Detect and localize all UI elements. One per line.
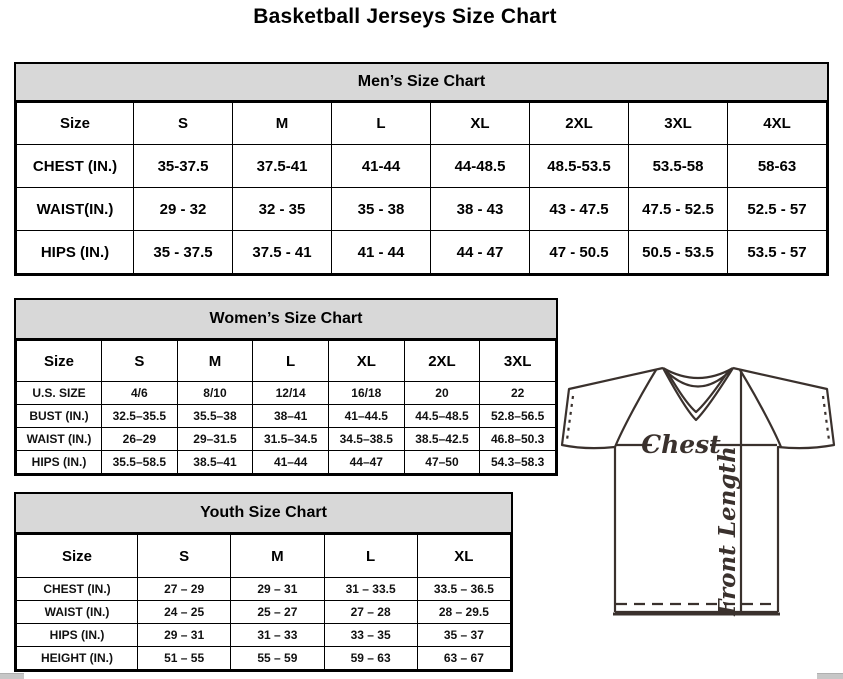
size-value-cell: 31.5–34.5 [253,428,329,451]
size-value-cell: 37.5 - 41 [233,231,332,274]
size-value-cell: 47.5 - 52.5 [629,188,728,231]
size-value-cell: 29 – 31 [138,624,231,647]
size-value-cell: 27 – 29 [138,578,231,601]
size-value-cell: 29 - 32 [134,188,233,231]
size-value-cell: 37.5-41 [233,145,332,188]
size-value-cell: 29 – 31 [231,578,324,601]
size-value-cell: 35-37.5 [134,145,233,188]
measurement-row [17,647,511,670]
size-value-cell: 38–41 [253,405,329,428]
size-value-cell: 24 – 25 [138,601,231,624]
size-value-cell: 54.3–58.3 [480,451,556,474]
measurement-row-label: CHEST (IN.) [17,145,134,188]
size-value-cell: 16/18 [328,382,404,405]
size-value-cell: 53.5-58 [629,145,728,188]
youth-size-table [16,534,511,670]
size-column-header: L [253,341,329,382]
size-value-cell: 35 - 37.5 [134,231,233,274]
measurement-row [17,451,556,474]
size-value-cell: 27 – 28 [324,601,417,624]
measurement-row-label: WAIST (IN.) [17,601,138,624]
size-value-cell: 38.5–42.5 [404,428,480,451]
size-value-cell: 48.5-53.5 [530,145,629,188]
size-column-header: L [332,103,431,145]
size-value-cell: 44.5–48.5 [404,405,480,428]
measurement-row-label: HIPS (IN.) [17,231,134,274]
measurement-row-label: HIPS (IN.) [17,451,102,474]
size-column-header: XL [417,535,510,578]
size-value-cell: 32.5–35.5 [102,405,178,428]
measurement-row-label: WAIST(IN.) [17,188,134,231]
measurement-row [17,405,556,428]
size-value-cell: 44 - 47 [431,231,530,274]
size-value-cell: 38 - 43 [431,188,530,231]
size-value-cell: 4/6 [102,382,178,405]
size-column-header: L [324,535,417,578]
size-value-cell: 43 - 47.5 [530,188,629,231]
size-value-cell: 28 – 29.5 [417,601,510,624]
size-value-cell: 46.8–50.3 [480,428,556,451]
size-header-row [17,103,827,145]
size-value-cell: 47–50 [404,451,480,474]
size-value-cell: 31 – 33 [231,624,324,647]
size-value-cell: 22 [480,382,556,405]
mens-size-chart-title: Men’s Size Chart [16,64,827,102]
chest-label: Chest [641,430,721,459]
measurement-row-label: WAIST (IN.) [17,428,102,451]
size-value-cell: 51 – 55 [138,647,231,670]
size-value-cell: 47 - 50.5 [530,231,629,274]
size-value-cell: 41-44 [332,145,431,188]
size-value-cell: 38.5–41 [177,451,253,474]
measurement-row [17,578,511,601]
mens-size-chart [14,62,829,276]
measurement-row [17,231,827,274]
size-value-cell: 52.5 - 57 [728,188,827,231]
size-column-label: Size [17,535,138,578]
page-title: Basketball Jerseys Size Chart [253,5,557,28]
size-value-cell: 41–44.5 [328,405,404,428]
size-value-cell: 59 – 63 [324,647,417,670]
size-column-header: 3XL [629,103,728,145]
size-value-cell: 12/14 [253,382,329,405]
size-value-cell: 32 - 35 [233,188,332,231]
measurement-row-label: HEIGHT (IN.) [17,647,138,670]
size-value-cell: 55 – 59 [231,647,324,670]
collar-outer-v [663,368,733,420]
size-header-row [17,535,511,578]
womens-size-chart [14,298,558,476]
size-value-cell: 41 - 44 [332,231,431,274]
size-value-cell: 34.5–38.5 [328,428,404,451]
womens-size-chart-title: Women’s Size Chart [16,300,556,340]
measurement-row-label: HIPS (IN.) [17,624,138,647]
measurement-row-label: BUST (IN.) [17,405,102,428]
horizontal-scrollbar-right-fragment[interactable] [817,673,843,679]
size-value-cell: 58-63 [728,145,827,188]
measurement-row [17,382,556,405]
size-value-cell: 63 – 67 [417,647,510,670]
size-value-cell: 35 - 38 [332,188,431,231]
size-column-header: XL [328,341,404,382]
size-column-header: 4XL [728,103,827,145]
size-column-header: S [138,535,231,578]
measurement-row [17,624,511,647]
youth-size-chart [14,492,513,672]
size-column-header: 2XL [404,341,480,382]
measurement-row-label: CHEST (IN.) [17,578,138,601]
size-value-cell: 50.5 - 53.5 [629,231,728,274]
womens-size-table [16,340,556,474]
measurement-row [17,601,511,624]
size-value-cell: 31 – 33.5 [324,578,417,601]
size-column-header: 2XL [530,103,629,145]
size-value-cell: 41–44 [253,451,329,474]
right-armhole-seam [740,370,781,447]
size-value-cell: 53.5 - 57 [728,231,827,274]
size-column-header: M [177,341,253,382]
measurement-row [17,188,827,231]
size-value-cell: 35 – 37 [417,624,510,647]
size-column-label: Size [17,103,134,145]
size-value-cell: 44-48.5 [431,145,530,188]
size-column-header: 3XL [480,341,556,382]
size-column-header: XL [431,103,530,145]
size-value-cell: 35.5–38 [177,405,253,428]
size-value-cell: 8/10 [177,382,253,405]
size-value-cell: 44–47 [328,451,404,474]
jersey-outline [562,368,834,612]
measurement-row [17,145,827,188]
front-length-label: Front Length [714,446,741,616]
measurement-row-label: U.S. SIZE [17,382,102,405]
size-value-cell: 26–29 [102,428,178,451]
size-column-header: S [102,341,178,382]
size-value-cell: 33 – 35 [324,624,417,647]
youth-size-chart-title: Youth Size Chart [16,494,511,534]
measurement-row [17,428,556,451]
size-value-cell: 29–31.5 [177,428,253,451]
jersey-measurement-diagram [556,356,841,628]
horizontal-scrollbar-left-fragment[interactable] [0,673,24,679]
size-value-cell: 52.8–56.5 [480,405,556,428]
size-value-cell: 35.5–58.5 [102,451,178,474]
mens-size-table [16,102,827,274]
size-column-header: M [231,535,324,578]
size-column-header: M [233,103,332,145]
size-value-cell: 25 – 27 [231,601,324,624]
size-column-label: Size [17,341,102,382]
size-value-cell: 20 [404,382,480,405]
size-header-row [17,341,556,382]
size-column-header: S [134,103,233,145]
size-value-cell: 33.5 – 36.5 [417,578,510,601]
